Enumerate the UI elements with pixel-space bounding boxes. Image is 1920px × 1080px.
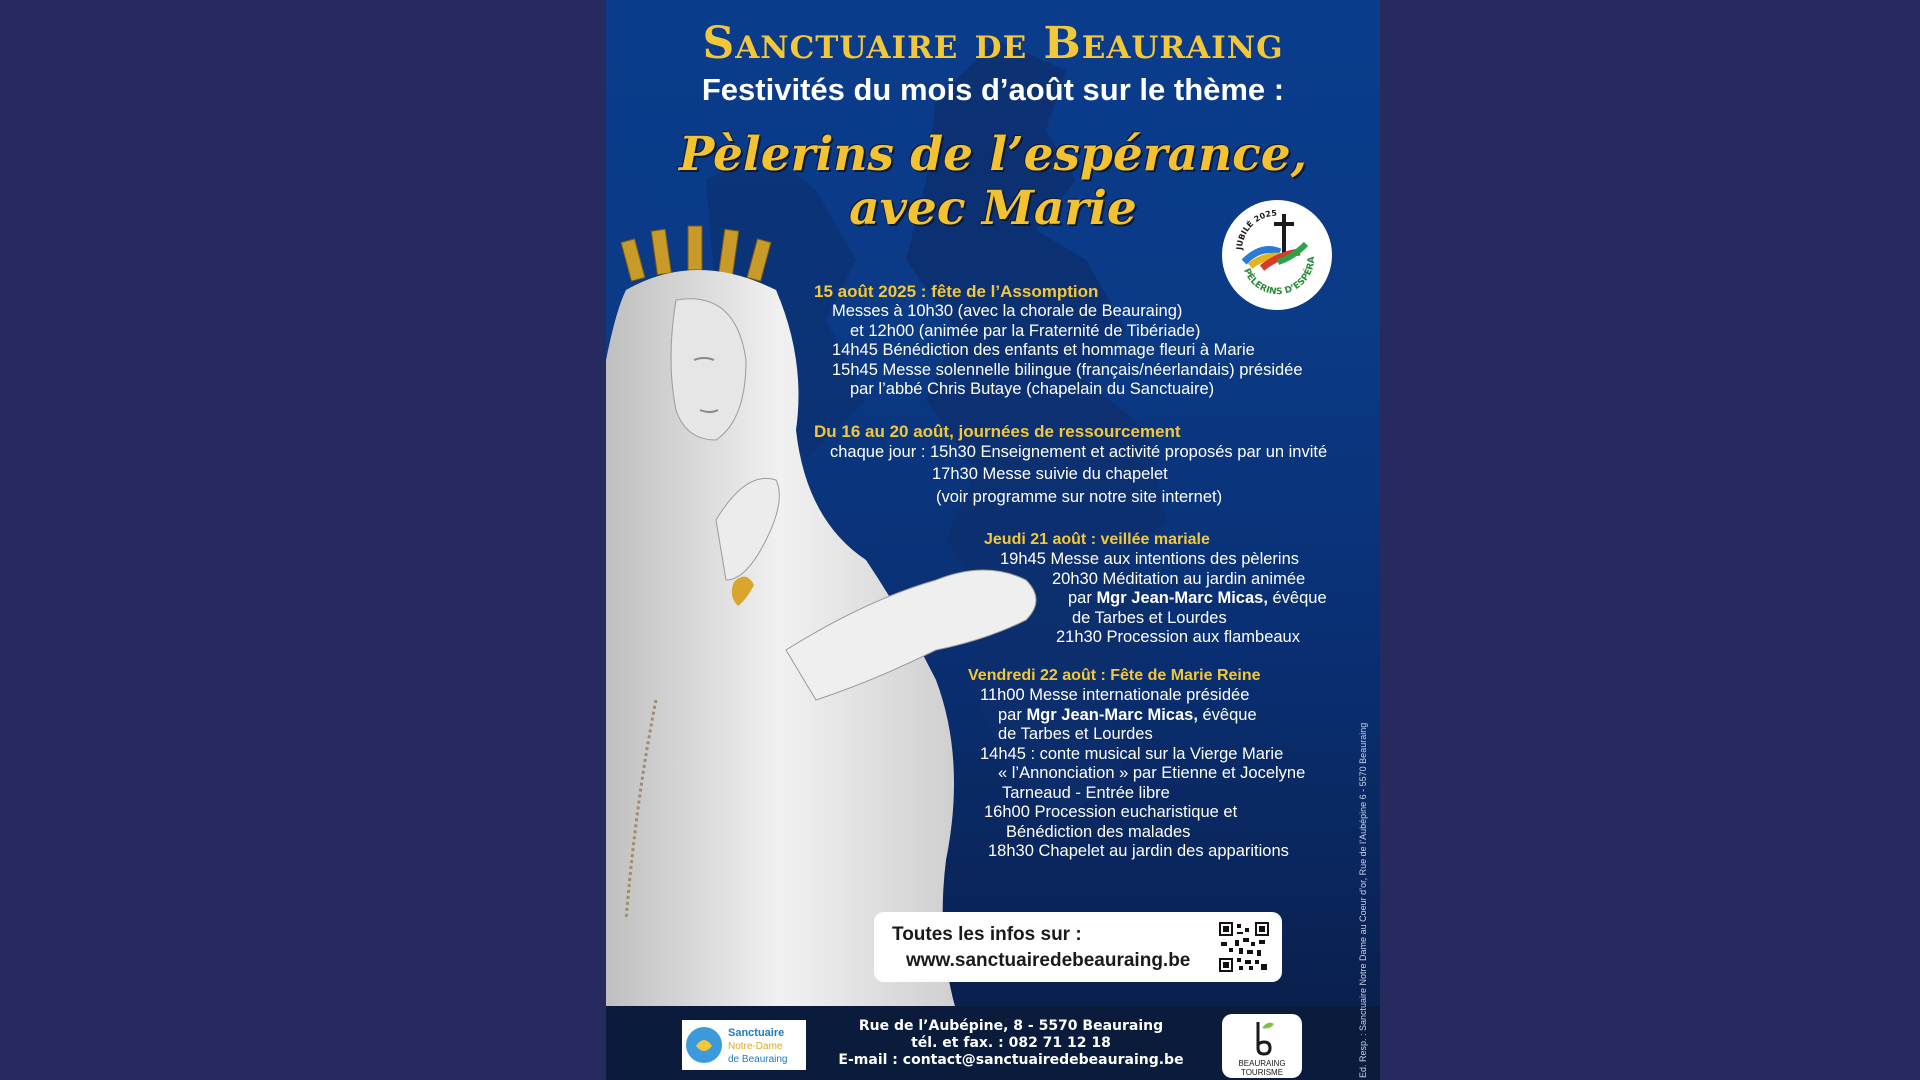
festivities-subtitle: Festivités du mois d’août sur le thème :	[701, 72, 1285, 107]
editor-note-text: Ed. Resp. : Sanctuaire Notre Dame au Coeur d’or, Rue de l’Aubépine 6 - 5570 Beauraing	[1358, 722, 1368, 1078]
section-marie-reine	[968, 666, 1305, 862]
section-veillee-mariale	[984, 530, 1327, 648]
logo-text: Sanctuaire	[728, 1027, 785, 1039]
bishop-name: Mgr Jean-Marc Micas,	[1026, 705, 1198, 724]
jubilee-bottom-text: PÈLERINS D’ESPÉRA	[1241, 256, 1318, 298]
schedule-line: 14h45 : conte musical sur la Vierge Marie	[980, 744, 1284, 763]
phone: tél. et fax. : 082 71 12 18	[911, 1035, 1111, 1051]
info-box	[874, 912, 1282, 982]
schedule-line: Messes à 10h30 (avec la chorale de Beauraing)	[832, 302, 1183, 320]
logo-text: BEAURAING	[1238, 1059, 1286, 1068]
contact-info	[816, 1018, 1206, 1069]
schedule-line: (voir programme sur notre site internet)	[936, 488, 1223, 506]
schedule-line: Bénédiction des malades	[1006, 822, 1191, 841]
schedule-line: Tarneaud - Entrée libre	[1002, 783, 1170, 802]
logo-text: TOURISME	[1240, 1068, 1284, 1077]
info-label: Toutes les infos sur :	[892, 924, 1082, 945]
section-assumption	[814, 282, 1303, 400]
qr-code-icon[interactable]	[1219, 922, 1269, 972]
logo-text: de Beauraing	[728, 1054, 788, 1065]
schedule-line: 15h45 Messe solennelle bilingue (français/néerlandais) présidée	[832, 360, 1303, 379]
schedule-line: de Tarbes et Lourdes	[998, 725, 1153, 743]
schedule-line: « l’Annonciation » par Etienne et Jocelyne	[998, 764, 1306, 782]
theme-line-1: Pèlerins de l’espérance,	[678, 127, 1308, 182]
address: Rue de l’Aubépine, 8 - 5570 Beauraing	[858, 1018, 1164, 1034]
schedule-line: 16h00 Procession eucharistique et	[984, 803, 1238, 821]
section-heading: Du 16 au 20 août, journées de ressourcement	[814, 422, 1181, 441]
schedule-line: 17h30 Messe suivie du chapelet	[932, 465, 1168, 483]
jubilee-top-text: JUBILÉ 2025	[1234, 208, 1278, 251]
line-text: par	[998, 705, 1027, 724]
email[interactable]: E-mail : contact@sanctuairedebeauraing.be	[838, 1052, 1184, 1068]
sanctuary-title: Sanctuaire de Beauraing	[702, 18, 1284, 69]
section-heading: Vendredi 22 août : Fête de Marie Reine	[968, 667, 1261, 684]
beauraing-tourisme-logo	[1222, 1014, 1302, 1078]
schedule-line	[984, 589, 1327, 609]
poster	[606, 0, 1380, 1080]
schedule-line	[968, 706, 1305, 726]
website-link[interactable]: www.sanctuairedebeauraing.be	[906, 950, 1191, 971]
schedule-line: 19h45 Messe aux intentions des pèlerins	[1000, 550, 1300, 568]
schedule-line: 20h30 Méditation au jardin animée	[1052, 569, 1306, 588]
line-text: évêque	[1267, 589, 1327, 607]
tourisme-logo-icon	[1222, 1014, 1302, 1078]
logo-text: Notre-Dame	[728, 1041, 783, 1052]
theme-line-2: avec Marie	[849, 181, 1137, 236]
section-ressourcement	[814, 422, 1327, 508]
editor-note	[1358, 692, 1372, 1078]
section-heading: Jeudi 21 août : veillée mariale	[984, 531, 1210, 548]
schedule-line: 14h45 Bénédiction des enfants et hommage fleuri à Marie	[832, 341, 1255, 359]
sanctuaire-logo-icon	[682, 1020, 806, 1070]
section-heading: 15 août 2025 : fête de l’Assomption	[814, 282, 1099, 301]
schedule-line: 18h30 Chapelet au jardin des apparitions	[988, 842, 1289, 860]
footer	[606, 1006, 1380, 1080]
svg-text:JUBILÉ 2025	[1235, 209, 1278, 252]
line-text: évêque	[1197, 705, 1257, 724]
bishop-name: Mgr Jean-Marc Micas,	[1096, 589, 1268, 607]
schedule-line: 21h30 Procession aux flambeaux	[1056, 628, 1300, 646]
line-text: par	[1068, 589, 1097, 607]
schedule-line: par l’abbé Chris Butaye (chapelain du Sanctuaire)	[850, 380, 1215, 398]
schedule-line: chaque jour : 15h30 Enseignement et activité proposés par un invité	[830, 443, 1328, 461]
schedule-line: de Tarbes et Lourdes	[1072, 608, 1227, 627]
schedule-line: et 12h00 (animée par la Fraternité de Tibériade)	[850, 321, 1201, 340]
schedule-line: 11h00 Messe internationale présidée	[980, 686, 1250, 704]
sanctuaire-logo	[682, 1020, 806, 1070]
